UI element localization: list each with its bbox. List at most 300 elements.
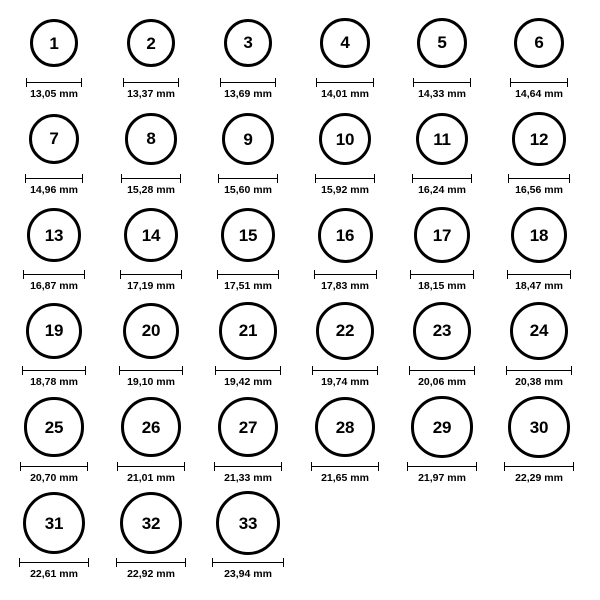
ring-diameter-label: 16,56 mm — [515, 184, 563, 196]
ring-circle-icon — [414, 207, 470, 263]
dimension-bar — [20, 462, 87, 471]
ring-size-number: 9 — [243, 129, 253, 149]
ring-diameter-label: 21,97 mm — [418, 472, 466, 484]
ring-size-cell[interactable] — [200, 202, 296, 292]
ring-circle-wrap — [200, 394, 296, 460]
ring-diameter-label: 20,70 mm — [30, 472, 78, 484]
dimension-bar — [407, 462, 476, 471]
ring-size-cell[interactable] — [6, 298, 102, 388]
dimension-tick-left — [20, 462, 21, 471]
ring-circle-wrap — [200, 490, 296, 556]
ring-circle-wrap — [200, 10, 296, 76]
dimension-line — [510, 82, 568, 83]
ring-size-number: 29 — [432, 417, 452, 437]
ring-diameter-label: 21,01 mm — [127, 472, 175, 484]
dimension-tick-right — [85, 366, 86, 375]
ring-circle-wrap — [6, 298, 102, 364]
dimension-line — [220, 82, 277, 83]
ring-size-number: 16 — [335, 225, 355, 245]
ring-circle-icon — [416, 113, 469, 166]
dimension-line — [217, 274, 280, 275]
ring-circle-wrap — [6, 394, 102, 460]
dimension-tick-left — [413, 78, 414, 87]
dimension-tick-left — [409, 366, 410, 375]
ring-diameter-label: 15,92 mm — [321, 184, 369, 196]
dimension-bar — [311, 462, 380, 471]
ring-circle-wrap — [491, 298, 587, 364]
dimension-bar — [22, 366, 86, 375]
dimension-tick-right — [181, 270, 182, 279]
ring-circle-wrap — [297, 298, 393, 364]
ring-diameter-label: 15,28 mm — [127, 184, 175, 196]
ring-diameter-label: 14,64 mm — [515, 88, 563, 100]
ring-diameter-label: 17,19 mm — [127, 280, 175, 292]
dimension-tick-right — [373, 78, 374, 87]
ring-circle-icon — [123, 303, 180, 360]
dimension-bar — [117, 462, 185, 471]
ring-circle-wrap — [103, 106, 199, 172]
dimension-line — [120, 274, 182, 275]
ring-circle-wrap — [297, 202, 393, 268]
dimension-line — [212, 562, 284, 563]
ring-row — [6, 394, 594, 490]
ring-diameter-label: 22,29 mm — [515, 472, 563, 484]
ring-diameter-label: 15,60 mm — [224, 184, 272, 196]
dimension-bar — [220, 78, 277, 87]
dimension-bar — [214, 462, 282, 471]
dimension-bar — [412, 174, 473, 183]
dimension-tick-right — [81, 78, 82, 87]
ring-size-number: 25 — [44, 417, 64, 437]
dimension-tick-right — [88, 558, 89, 567]
ring-size-number: 1 — [49, 33, 59, 53]
dimension-tick-left — [507, 270, 508, 279]
dimension-tick-left — [25, 174, 26, 183]
dimension-line — [218, 178, 278, 179]
ring-size-cell[interactable] — [6, 106, 102, 196]
dimension-tick-right — [374, 174, 375, 183]
dimension-line — [19, 562, 89, 563]
ring-size-cell[interactable] — [200, 394, 296, 484]
ring-size-cell[interactable] — [297, 394, 393, 484]
ring-diameter-label: 18,78 mm — [30, 376, 78, 388]
dimension-bar — [212, 558, 284, 567]
dimension-tick-right — [471, 174, 472, 183]
ring-size-cell[interactable] — [394, 298, 490, 388]
dimension-line — [123, 82, 180, 83]
dimension-bar — [217, 270, 280, 279]
ring-size-cell[interactable] — [200, 10, 296, 100]
dimension-tick-left — [412, 174, 413, 183]
ring-diameter-label: 19,10 mm — [127, 376, 175, 388]
dimension-bar — [315, 174, 375, 183]
ring-circle-wrap — [394, 106, 490, 172]
ring-circle-icon — [411, 396, 472, 457]
ring-circle-icon — [124, 208, 178, 262]
ring-diameter-label: 18,15 mm — [418, 280, 466, 292]
ring-size-cell[interactable] — [394, 394, 490, 484]
ring-circle-wrap — [6, 202, 102, 268]
dimension-line — [26, 82, 82, 83]
dimension-tick-left — [120, 270, 121, 279]
ring-size-number: 13 — [44, 225, 64, 245]
ring-circle-icon — [413, 302, 471, 360]
dimension-bar — [510, 78, 568, 87]
ring-circle-wrap — [491, 10, 587, 76]
dimension-tick-right — [283, 558, 284, 567]
ring-size-number: 19 — [44, 321, 64, 341]
ring-diameter-label: 14,96 mm — [30, 184, 78, 196]
ring-circle-icon — [219, 302, 276, 359]
ring-circle-wrap — [394, 298, 490, 364]
ring-size-cell[interactable] — [6, 490, 102, 580]
ring-circle-wrap — [6, 10, 102, 76]
ring-row — [6, 202, 594, 298]
ring-diameter-label: 22,92 mm — [127, 568, 175, 580]
ring-size-number: 32 — [141, 513, 161, 533]
dimension-tick-right — [185, 558, 186, 567]
ring-circle-icon — [121, 397, 181, 457]
ring-diameter-label: 17,51 mm — [224, 280, 272, 292]
ring-size-cell[interactable] — [491, 10, 587, 100]
ring-circle-icon — [127, 19, 176, 68]
ring-size-number: 15 — [238, 225, 258, 245]
ring-size-cell[interactable] — [297, 298, 393, 388]
dimension-tick-left — [218, 174, 219, 183]
ring-circle-wrap — [297, 106, 393, 172]
dimension-line — [117, 466, 185, 467]
ring-size-number: 2 — [146, 33, 156, 53]
ring-size-cell[interactable] — [394, 202, 490, 292]
ring-circle-icon — [512, 112, 565, 165]
dimension-line — [409, 370, 475, 371]
dimension-tick-right — [280, 366, 281, 375]
dimension-tick-left — [410, 270, 411, 279]
ring-circle-wrap — [394, 394, 490, 460]
ring-circle-wrap — [6, 490, 102, 556]
ring-circle-wrap — [200, 106, 296, 172]
ring-circle-wrap — [394, 10, 490, 76]
dimension-line — [316, 82, 373, 83]
ring-diameter-label: 23,94 mm — [224, 568, 272, 580]
ring-diameter-label: 16,87 mm — [30, 280, 78, 292]
ring-circle-icon — [222, 113, 274, 165]
dimension-tick-left — [23, 270, 24, 279]
ring-diameter-label: 16,24 mm — [418, 184, 466, 196]
dimension-bar — [121, 174, 180, 183]
dimension-line — [407, 466, 476, 467]
ring-size-number: 12 — [529, 129, 549, 149]
dimension-bar — [119, 366, 184, 375]
ring-circle-icon — [23, 492, 85, 554]
dimension-tick-right — [82, 174, 83, 183]
dimension-tick-left — [220, 78, 221, 87]
ring-circle-wrap — [297, 10, 393, 76]
ring-row — [6, 10, 594, 106]
dimension-tick-left — [217, 270, 218, 279]
dimension-tick-left — [123, 78, 124, 87]
ring-circle-icon — [216, 491, 280, 555]
dimension-tick-right — [180, 174, 181, 183]
ring-circle-icon — [319, 113, 371, 165]
ring-circle-icon — [417, 18, 467, 68]
dimension-tick-right — [182, 366, 183, 375]
ring-diameter-label: 17,83 mm — [321, 280, 369, 292]
ring-circle-wrap — [491, 394, 587, 460]
ring-size-number: 30 — [529, 417, 549, 437]
ring-size-cell[interactable] — [6, 10, 102, 100]
ring-size-cell[interactable] — [394, 10, 490, 100]
dimension-bar — [504, 462, 574, 471]
ring-diameter-label: 13,37 mm — [127, 88, 175, 100]
dimension-line — [314, 274, 377, 275]
ring-diameter-label: 13,05 mm — [30, 88, 78, 100]
dimension-tick-left — [215, 366, 216, 375]
ring-size-cell[interactable] — [103, 394, 199, 484]
dimension-line — [506, 370, 573, 371]
ring-size-number: 23 — [432, 321, 452, 341]
ring-circle-wrap — [103, 490, 199, 556]
ring-circle-icon — [510, 302, 569, 361]
ring-circle-icon — [511, 207, 567, 263]
dimension-tick-right — [573, 462, 574, 471]
dimension-tick-right — [87, 462, 88, 471]
ring-circle-icon — [125, 113, 176, 164]
ring-size-cell[interactable] — [491, 106, 587, 196]
ring-size-number: 8 — [146, 129, 156, 149]
dimension-tick-left — [212, 558, 213, 567]
dimension-line — [23, 274, 85, 275]
dimension-tick-left — [316, 78, 317, 87]
dimension-tick-left — [22, 366, 23, 375]
ring-diameter-label: 21,33 mm — [224, 472, 272, 484]
ring-circle-wrap — [103, 298, 199, 364]
dimension-tick-left — [116, 558, 117, 567]
dimension-line — [507, 274, 571, 275]
ring-diameter-label: 14,33 mm — [418, 88, 466, 100]
ring-diameter-label: 19,74 mm — [321, 376, 369, 388]
dimension-tick-right — [470, 78, 471, 87]
ring-circle-icon — [508, 396, 570, 458]
dimension-tick-left — [504, 462, 505, 471]
dimension-line — [215, 370, 280, 371]
ring-diameter-label: 21,65 mm — [321, 472, 369, 484]
dimension-bar — [123, 78, 180, 87]
ring-diameter-label: 13,69 mm — [224, 88, 272, 100]
ring-circle-icon — [27, 208, 81, 262]
ring-size-number: 17 — [432, 225, 452, 245]
dimension-tick-left — [26, 78, 27, 87]
ring-circle-wrap — [103, 202, 199, 268]
ring-size-cell[interactable] — [297, 106, 393, 196]
ring-size-number: 31 — [44, 513, 64, 533]
ring-size-number: 7 — [49, 129, 59, 149]
dimension-bar — [312, 366, 378, 375]
ring-diameter-label: 22,61 mm — [30, 568, 78, 580]
dimension-line — [25, 178, 84, 179]
ring-size-cell[interactable] — [297, 202, 393, 292]
dimension-tick-left — [214, 462, 215, 471]
ring-size-cell[interactable] — [103, 490, 199, 580]
ring-circle-wrap — [103, 10, 199, 76]
dimension-tick-left — [117, 462, 118, 471]
ring-circle-icon — [218, 397, 278, 457]
dimension-line — [315, 178, 375, 179]
dimension-line — [119, 370, 184, 371]
dimension-bar — [215, 366, 280, 375]
dimension-line — [116, 562, 187, 563]
ring-size-cell[interactable] — [491, 298, 587, 388]
ring-size-number: 24 — [529, 321, 549, 341]
ring-size-number: 3 — [243, 33, 253, 53]
ring-size-number: 26 — [141, 417, 161, 437]
ring-row — [6, 490, 594, 586]
dimension-tick-left — [19, 558, 20, 567]
ring-circle-wrap — [6, 106, 102, 172]
dimension-bar — [413, 78, 471, 87]
dimension-tick-right — [281, 462, 282, 471]
ring-size-number: 10 — [335, 129, 355, 149]
dimension-tick-left — [315, 174, 316, 183]
dimension-line — [508, 178, 569, 179]
ring-size-number: 20 — [141, 321, 161, 341]
ring-diameter-label: 19,42 mm — [224, 376, 272, 388]
dimension-bar — [19, 558, 89, 567]
ring-circle-wrap — [200, 202, 296, 268]
dimension-tick-left — [314, 270, 315, 279]
dimension-tick-right — [278, 270, 279, 279]
ring-row — [6, 298, 594, 394]
ring-size-number: 11 — [433, 129, 451, 149]
dimension-tick-right — [378, 462, 379, 471]
ring-circle-wrap — [491, 202, 587, 268]
dimension-bar — [507, 270, 571, 279]
dimension-line — [311, 466, 380, 467]
ring-size-cell[interactable] — [103, 106, 199, 196]
ring-circle-wrap — [103, 394, 199, 460]
dimension-bar — [25, 174, 84, 183]
dimension-bar — [120, 270, 182, 279]
ring-size-cell[interactable] — [200, 298, 296, 388]
ring-circle-icon — [221, 208, 276, 263]
dimension-bar — [409, 366, 475, 375]
dimension-tick-left — [119, 366, 120, 375]
ring-circle-wrap — [297, 394, 393, 460]
dimension-bar — [26, 78, 82, 87]
ring-size-number: 33 — [238, 513, 258, 533]
dimension-line — [413, 82, 471, 83]
ring-size-cell[interactable] — [103, 202, 199, 292]
ring-circle-icon — [120, 492, 183, 555]
dimension-tick-right — [376, 270, 377, 279]
dimension-tick-left — [508, 174, 509, 183]
ring-circle-icon — [224, 19, 273, 68]
dimension-tick-right — [84, 270, 85, 279]
ring-diameter-label: 20,38 mm — [515, 376, 563, 388]
dimension-tick-left — [312, 366, 313, 375]
dimension-line — [22, 370, 86, 371]
ring-size-cell[interactable] — [6, 202, 102, 292]
ring-size-cell[interactable] — [200, 490, 296, 580]
ring-size-cell[interactable] — [6, 394, 102, 484]
dimension-tick-right — [377, 366, 378, 375]
dimension-bar — [506, 366, 573, 375]
dimension-tick-right — [473, 270, 474, 279]
dimension-tick-right — [567, 78, 568, 87]
ring-size-cell[interactable] — [394, 106, 490, 196]
ring-circle-icon — [316, 302, 374, 360]
ring-size-cell[interactable] — [491, 202, 587, 292]
ring-size-number: 4 — [340, 33, 350, 53]
ring-size-number: 5 — [437, 33, 447, 53]
ring-diameter-label: 14,01 mm — [321, 88, 369, 100]
ring-size-number: 14 — [141, 225, 161, 245]
dimension-tick-left — [510, 78, 511, 87]
dimension-tick-right — [474, 366, 475, 375]
dimension-tick-right — [178, 78, 179, 87]
dimension-line — [121, 178, 180, 179]
ring-size-number: 27 — [238, 417, 258, 437]
dimension-line — [410, 274, 474, 275]
ring-circle-icon — [26, 303, 82, 359]
ring-circle-icon — [514, 18, 564, 68]
ring-size-cell[interactable] — [103, 298, 199, 388]
dimension-bar — [116, 558, 187, 567]
dimension-bar — [23, 270, 85, 279]
dimension-bar — [218, 174, 278, 183]
ring-size-number: 21 — [238, 321, 258, 341]
dimension-bar — [314, 270, 377, 279]
ring-size-number: 28 — [335, 417, 355, 437]
ring-circle-icon — [24, 397, 83, 456]
ring-size-number: 18 — [529, 225, 549, 245]
ring-circle-wrap — [200, 298, 296, 364]
ring-circle-icon — [30, 19, 78, 67]
ring-size-cell[interactable] — [297, 10, 393, 100]
dimension-tick-right — [275, 78, 276, 87]
dimension-line — [504, 466, 574, 467]
dimension-tick-right — [277, 174, 278, 183]
dimension-tick-right — [476, 462, 477, 471]
dimension-line — [20, 466, 87, 467]
ring-circle-icon — [320, 18, 369, 67]
ring-circle-wrap — [491, 106, 587, 172]
dimension-tick-left — [311, 462, 312, 471]
dimension-tick-right — [570, 270, 571, 279]
dimension-tick-left — [407, 462, 408, 471]
dimension-tick-right — [569, 174, 570, 183]
ring-circle-icon — [318, 208, 373, 263]
ring-size-number: 6 — [534, 33, 544, 53]
dimension-tick-left — [121, 174, 122, 183]
ring-diameter-label: 18,47 mm — [515, 280, 563, 292]
dimension-tick-right — [571, 366, 572, 375]
ring-circle-icon — [315, 397, 376, 458]
ring-size-number: 22 — [335, 321, 355, 341]
dimension-bar — [410, 270, 474, 279]
ring-size-cell[interactable] — [200, 106, 296, 196]
dimension-tick-left — [506, 366, 507, 375]
ring-circle-icon — [29, 114, 80, 165]
dimension-tick-right — [184, 462, 185, 471]
dimension-line — [214, 466, 282, 467]
ring-size-cell[interactable] — [103, 10, 199, 100]
ring-size-cell[interactable] — [491, 394, 587, 484]
dimension-bar — [316, 78, 373, 87]
ring-circle-wrap — [394, 202, 490, 268]
ring-diameter-label: 20,06 mm — [418, 376, 466, 388]
dimension-line — [412, 178, 473, 179]
